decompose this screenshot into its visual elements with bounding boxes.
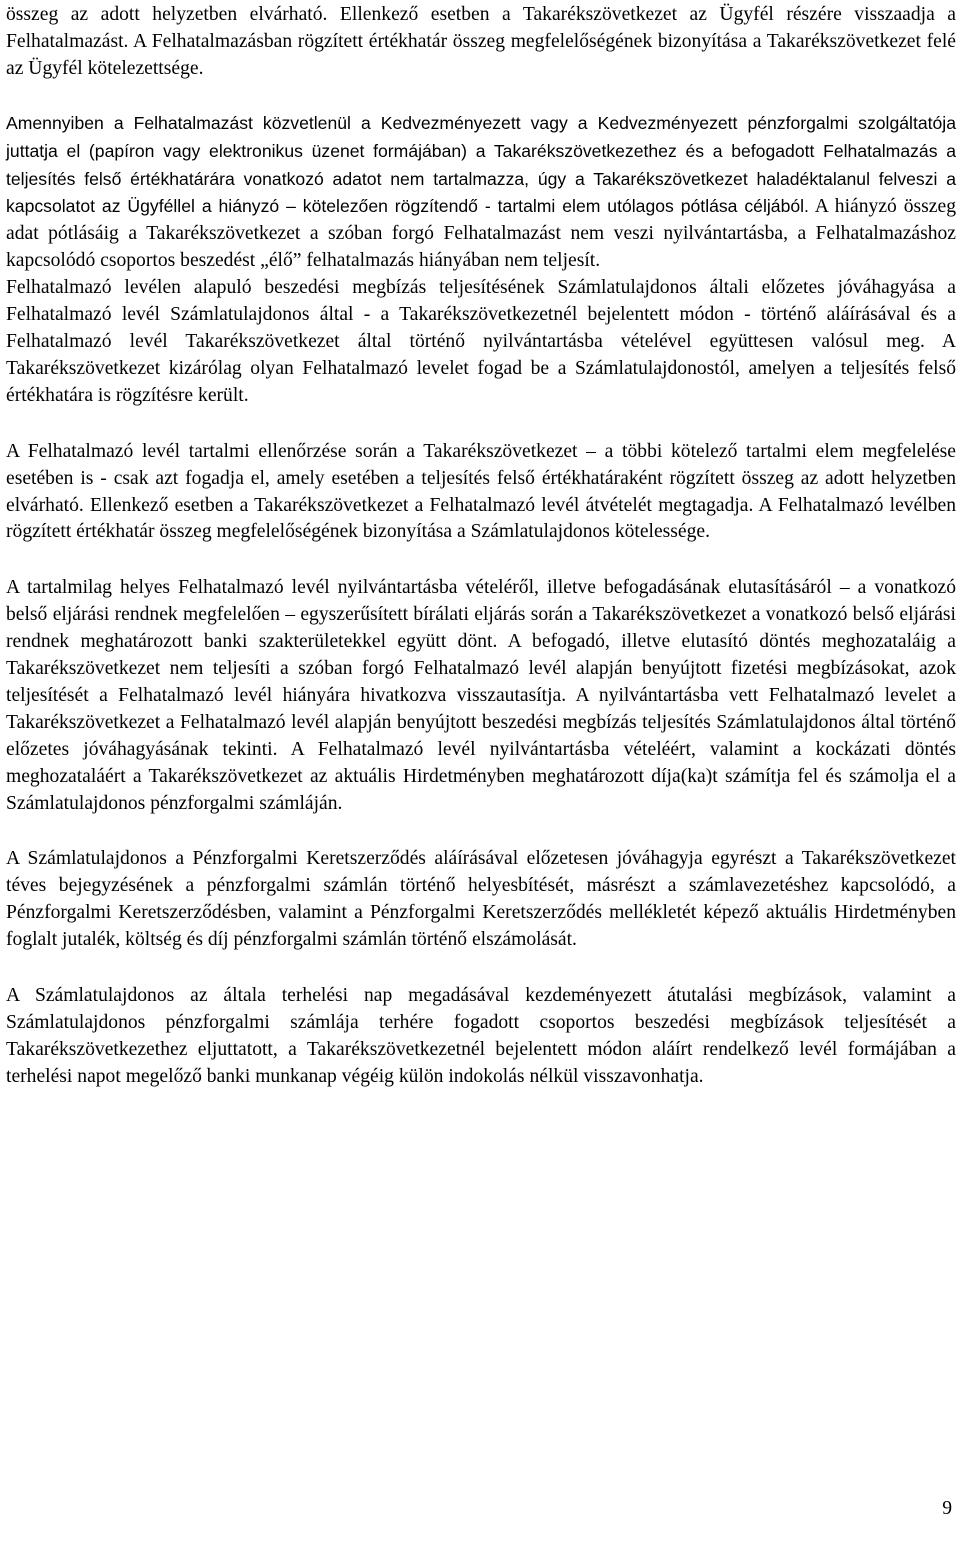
paragraph-3: Felhatalmazó levélen alapuló beszedési megbízás teljesítésének Számlatulajdonos általi előzetes jóváhagyása a Felhatalmazó levél Számlatulajdonos által - a Takarékszövetkezetnél bejelentett módon - történő aláírásával és a Felhatalmazó levél Takarékszövetkezet által történő nyilvántartásba vételével együttesen valósul meg. A Takarékszövetkezet kizárólag olyan Felhatalmazó levelet fogad be a Számlatulajdonostól, amelyen a teljesítés felső értékhatára is rögzítésre került.: [6, 277, 956, 406]
body-text: [6, 2, 956, 1091]
paragraph-gap: [6, 954, 956, 983]
paragraph-1: összeg az adott helyzetben elvárható. Ellenkező esetben a Takarékszövetkezet az Ügyfél részére visszaadja a Felhatalmazást. A Felhatalmazásban rögzített értékhatár összeg megfelelőségének bizonyítása a Takarékszövetkezet felé az Ügyfél kötelezettsége.: [6, 4, 956, 79]
paragraph-5: A tartalmilag helyes Felhatalmazó levél nyilvántartásba vételéről, illetve befogadásának elutasításáról – a vonatkozó belső eljárási rendnek megfelelően – egyszerűsített bírálati eljárás során a Takarékszövetkezet a vonatkozó belső eljárási rendnek meghatározott banki szakterületekkel együtt dönt. A befogadó, illetve elutasító döntés meghozataláig a Takarékszövetkezet nem teljesíti a szóban forgó Felhatalmazó levél alapján benyújtott fizetési megbízásokat, azok teljesítését a Felhatalmazó levél hiányára hivatkozva visszautasítja. A nyilvántartásba vett Felhatalmazó levelet a Takarékszövetkezet a Felhatalmazó levél alapján benyújtott beszedési megbízás teljesítés Számlatulajdonos által történő előzetes jóváhagyásának tekinti. A Felhatalmazó levél nyilvántartásba vételéért, valamint a kockázati döntés meghozataláért a Takarékszövetkezet az aktuális Hirdetményben meghatározott díja(ka)t számítja fel és számolja el a Számlatulajdonos pénzforgalmi számláján.: [6, 577, 956, 814]
paragraph-2: [6, 110, 956, 275]
paragraph-gap: [6, 410, 956, 439]
paragraph-2-sans-part: Amennyiben a Felhatalmazást közvetlenül a Kedvezményezett vagy a Kedvezményezett pénzforgalmi szolgáltatója juttatja el (papíron vagy elektronikus üzenet formájában) a Takarékszövetkezethez és a befogadott Felhatalmazás a teljesítés felső értékhatárára vonatkozó adatot nem tartalmazza, úgy a Takarékszövetkezet haladéktalanul felveszi a kapcsolatot az Ügyféllel a hiányzó – kötelezően rögzítendő - tartalmi elem utólagos pótlása céljából.: [6, 112, 956, 217]
paragraph-7: A Számlatulajdonos az általa terhelési nap megadásával kezdeményezett átutalási megbízások, valamint a Számlatulajdonos pénzforgalmi számlája terhére fogadott csoportos beszedési megbízások teljesítését a Takarékszövetkezethez eljuttatott, a Takarékszövetkezetnél bejelentett módon aláírt rendelkező levél formájában a terhelési napot megelőző banki munkanap végéig külön indokolás nélkül visszavonhatja.: [6, 985, 956, 1087]
paragraph-4: A Felhatalmazó levél tartalmi ellenőrzése során a Takarékszövetkezet – a többi kötelező tartalmi elem megfelelése esetében is - csak azt fogadja el, amely esetében a teljesítés felső értékhatáraként rögzített összeg az adott helyzetben elvárható. Ellenkező esetben a Takarékszövetkezet a Felhatalmazó levél átvételét megtagadja. A Felhatalmazó levélben rögzített értékhatár összeg megfelelőségének bizonyítása a Számlatulajdonos kötelessége.: [6, 440, 956, 543]
page-number: 9: [942, 1498, 952, 1519]
paragraph-gap: [6, 817, 956, 846]
paragraph-gap: [6, 83, 956, 110]
paragraph-6: A Számlatulajdonos a Pénzforgalmi Keretszerződés aláírásával előzetesen jóváhagyja egyrészt a Takarékszövetkezet téves bejegyzésének a pénzforgalmi számlán történő helyesbítését, másrészt a számlavezetéshez kapcsolódó, a Pénzforgalmi Keretszerződésben, valamint a Pénzforgalmi Keretszerződés mellékletét képező aktuális Hirdetményben foglalt jutalék, költség és díj pénzforgalmi számlán történő elszámolását.: [6, 848, 956, 951]
paragraph-gap: [6, 546, 956, 575]
paragraph-2-serif-part: A hiányzó összeg adat pótlásáig a Takarékszövetkezet a szóban forgó Felhatalmazást nem veszi nyilvántartásba, a Felhatalmazáshoz kapcsolódó csoportos beszedést „élő” felhatalmazás hiányában nem teljesít.: [6, 196, 956, 272]
